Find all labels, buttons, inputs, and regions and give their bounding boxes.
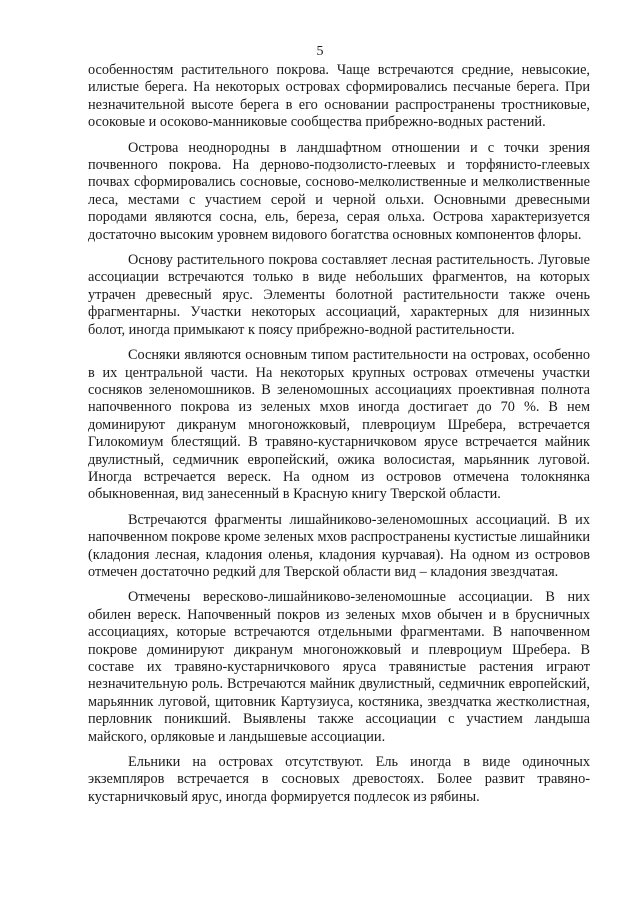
paragraph: Отмечены вересково-лишайниково-зеленомошные ассоциации. В них обилен вереск. Напочвенный покров из зеленых мхов обычен и в брусничных ассоциациях, которые встречаются отдельными фрагментами. В напочвенном покрове доминируют дикранум многоножковый и плевроциум Шребера. В составе их травяно-кустарничкового яруса травянистые растения играют незначительную роль. Встречаются майник двулистный, седмичник европейский, марьянник луговой, щитовник Картузиуса, костяника, звездчатка жестколистная, перловник поникший. Выявлены также ассоциации с участием ландыша майского, орляковые и ландышевые ассоциации. xyxy=(88,589,590,745)
paragraph: Сосняки являются основным типом растительности на островах, особенно в их центральной части. На некоторых крупных островах отмечены участки сосняков зеленомошников. В зеленомошных ассоциациях проективная полнота напочвенного покрова из зеленых мхов иногда достигает до 70 %. В нем доминируют дикранум многоножковый, плевроциум Шребера, встречается Гилокомиум блестящий. В травяно-кустарничковом ярусе встречается майник двулистный, седмичник европейский, ожика волосистая, марьянник луговой. Иногда встречается вереск. На одном из островов отмечена толокнянка обыкновенная, вид занесенный в Красную книгу Тверской области. xyxy=(88,347,590,503)
page-number: 5 xyxy=(316,44,324,59)
paragraph: Встречаются фрагменты лишайниково-зеленомошных ассоциаций. В их напочвенном покрове кроме зеленых мхов распространены кустистые лишайники (кладония лесная, кладония оленья, кладония курчавая). На одном из островов отмечен достаточно редкий для Тверской области вид – кладония звездчатая. xyxy=(88,511,590,580)
body-text xyxy=(88,62,590,814)
paragraph: Основу растительного покрова составляет лесная растительность. Луговые ассоциации встречаются только в виде небольших фрагментов, на которых утрачен древесный ярус. Элементы болотной растительности также очень фрагментарны. Участки некоторых ассоциаций, характерных для низинных болот, иногда примыкают к поясу прибрежно-водной растительности. xyxy=(88,252,590,338)
paragraph: Ельники на островах отсутствуют. Ель иногда в виде одиночных экземпляров встречается в сосновых древостоях. Более развит травяно-кустарничковый ярус, иногда формируется подлесок из рябины. xyxy=(88,754,590,805)
paragraph: особенностям растительного покрова. Чаще встречаются средние, невысокие, илистые берега. На некоторых островах сформировались песчаные берега. При незначительной высоте берега в его основании распространены тростниковые, осоковые и осоково-манниковые сообщества прибрежно-водных растений. xyxy=(88,62,590,131)
paragraph: Острова неоднородны в ландшафтном отношении и с точки зрения почвенного покрова. На дерново-подзолисто-глеевых и торфянисто-глеевых почвах сформировались сосновые, сосново-мелколиственные и мелколиственные леса, местами с участием серой и черной ольхи. Основными древесными породами являются сосна, ель, береза, серая ольха. Острова характеризуется достаточно высоким уровнем видового богатства основных компонентов флоры. xyxy=(88,139,590,243)
